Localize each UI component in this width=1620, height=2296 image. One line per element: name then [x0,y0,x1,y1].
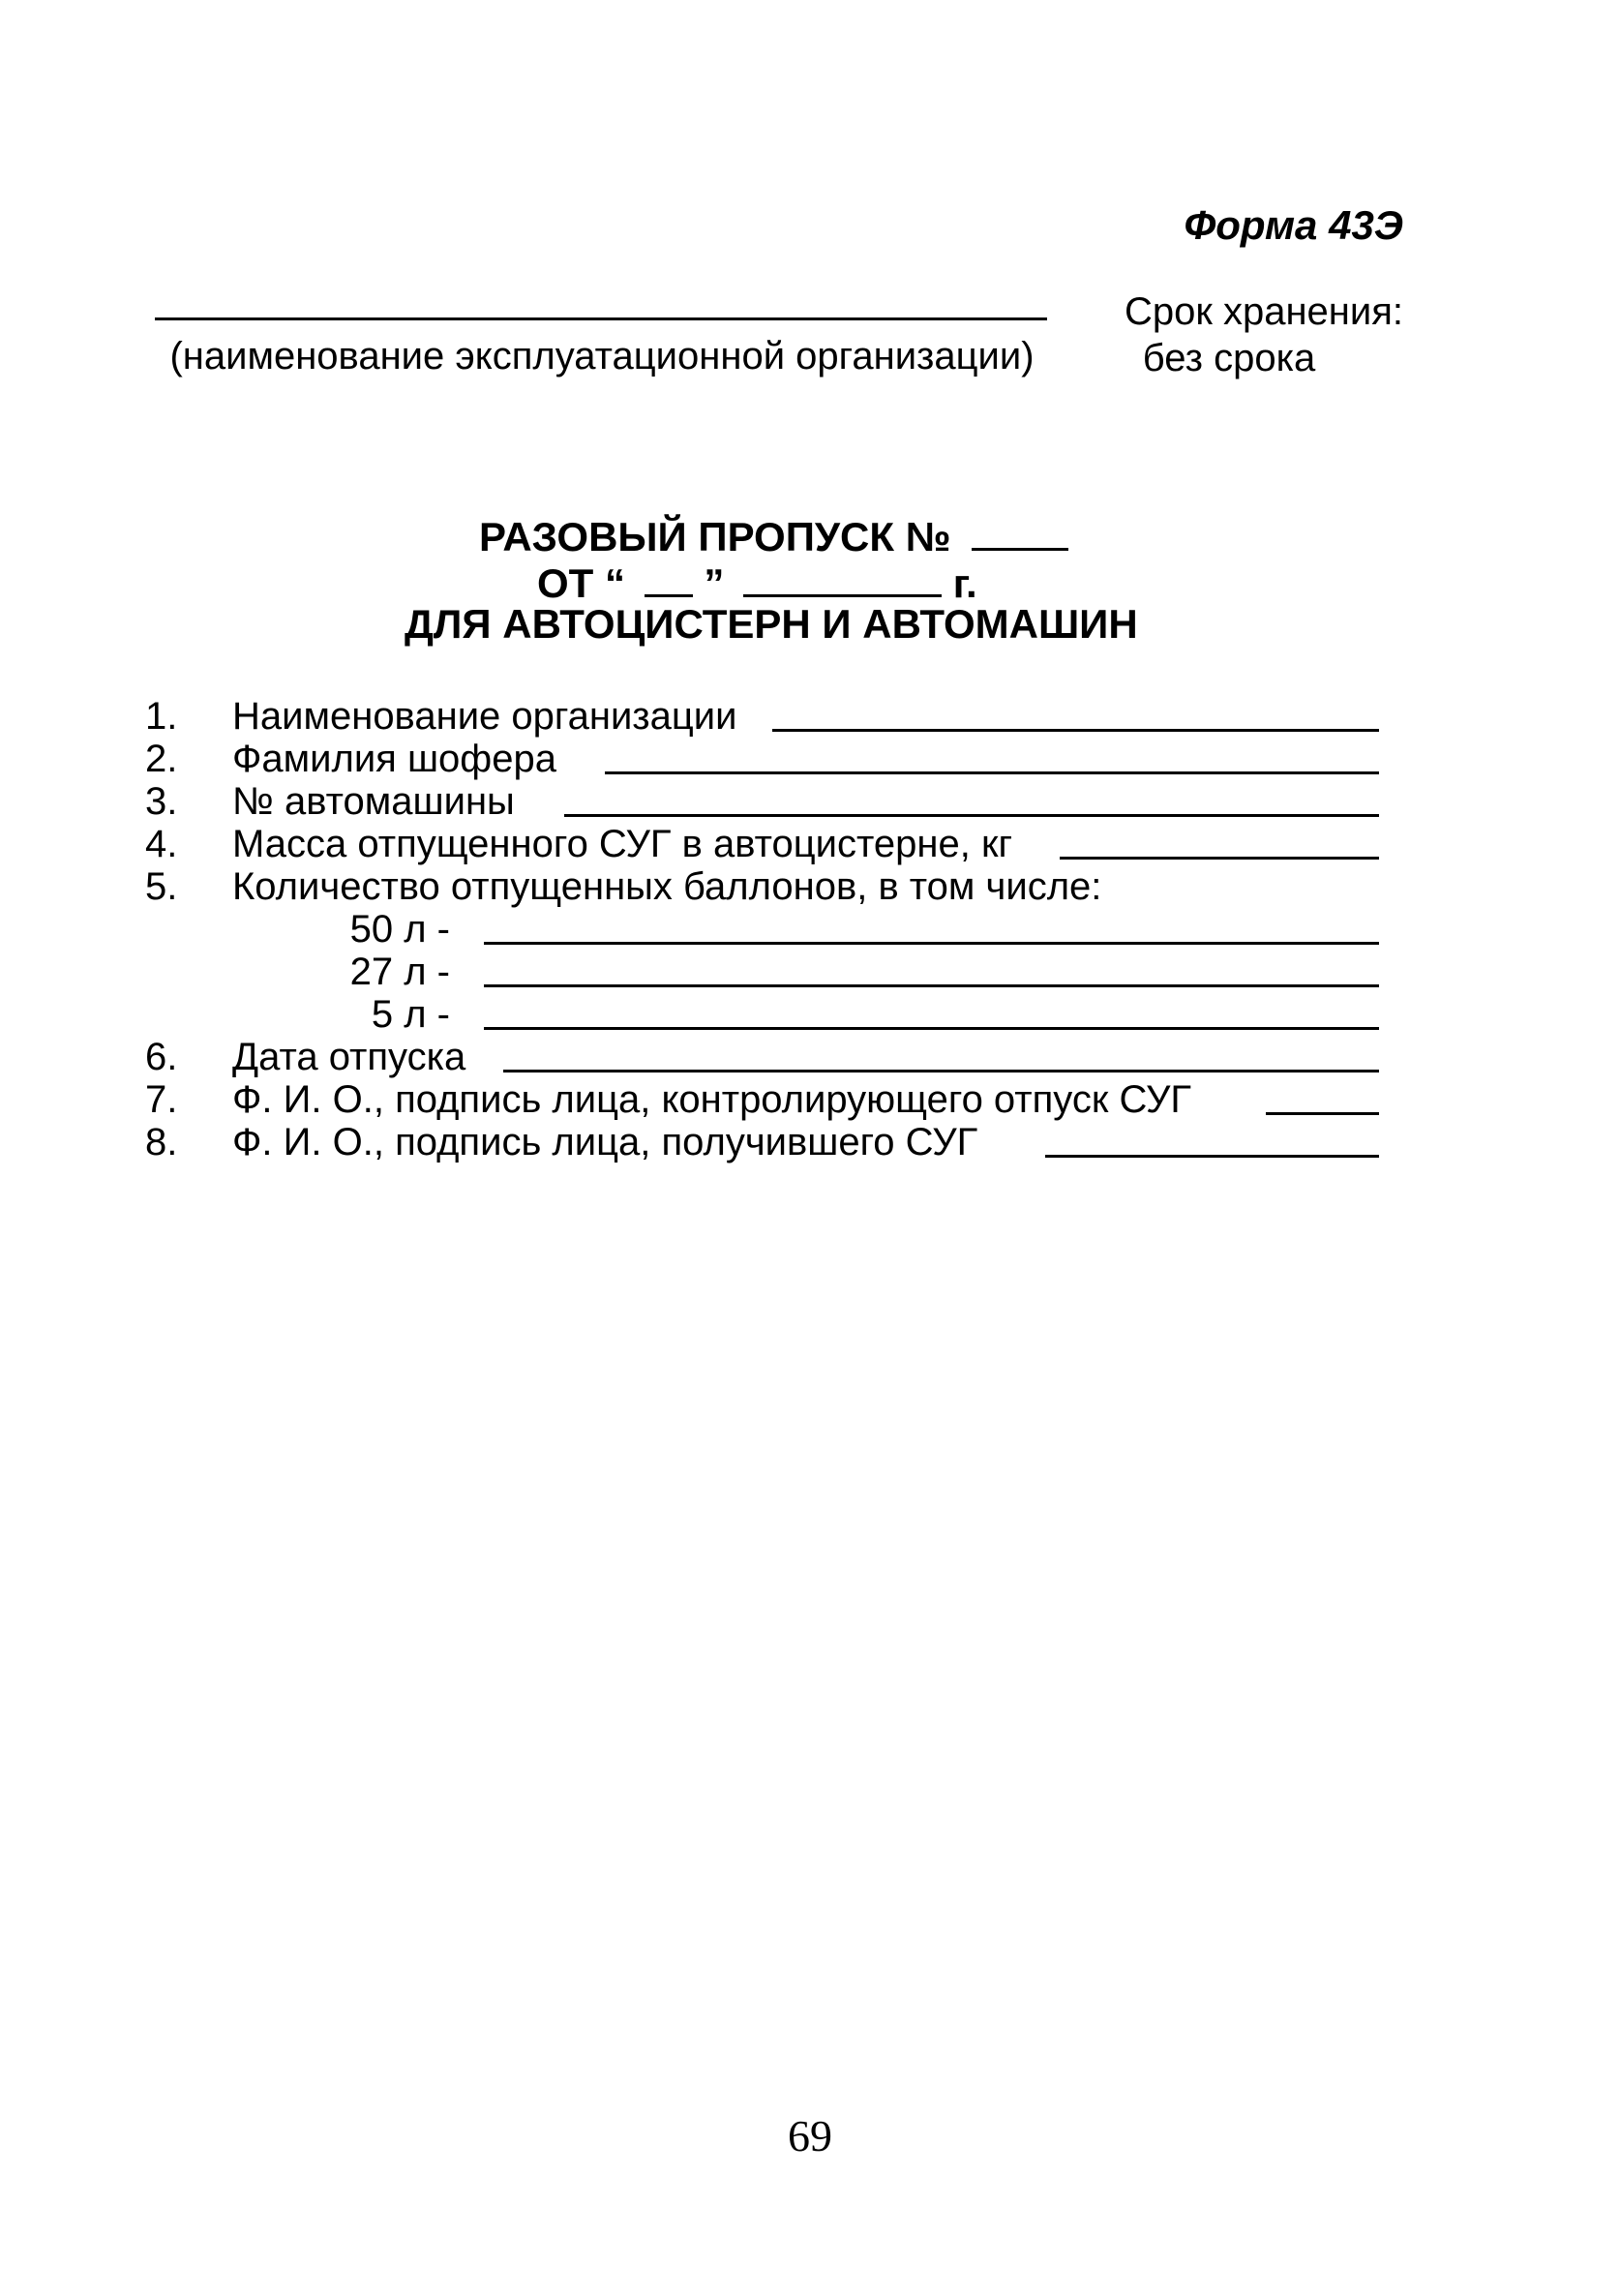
form-label: Форма 43Э [1184,202,1403,248]
item-label-release-date: Дата отпуска [232,1036,466,1078]
fill-line-controller-signature [1266,1112,1379,1115]
organization-name-line [155,317,1047,320]
item-number: 2. [145,738,178,780]
fill-line-50l [484,942,1379,945]
page-number: 69 [788,2111,832,2160]
item-number: 6. [145,1036,178,1078]
pass-title-text: РАЗОВЫЙ ПРОПУСК № [479,514,951,559]
sub-item-label-27l: 27 л - [349,951,450,993]
fill-line-5l [484,1027,1379,1030]
pass-date-prefix: ОТ “ [537,560,625,606]
fill-line-lpg-mass [1060,857,1379,860]
item-label-driver-surname: Фамилия шофера [232,738,556,780]
item-label-organization: Наименование организации [232,695,737,738]
item-number: 4. [145,823,178,865]
storage-period-value: без срока [1142,337,1316,379]
fill-line-recipient-signature [1045,1155,1379,1158]
fill-line-organization [772,729,1379,732]
pass-date-row [537,559,977,606]
item-number: 7. [145,1078,178,1121]
item-label-cylinders-count: Количество отпущенных баллонов, в том числе: [232,865,1102,908]
item-label-lpg-mass: Масса отпущенного СУГ в автоцистерне, кг [232,823,1013,865]
item-number: 8. [145,1121,178,1163]
fill-line-27l [484,984,1379,987]
pass-date-suffix: г. [952,560,977,606]
item-number: 5. [145,865,178,908]
organization-name-caption: (наименование эксплуатационной организации) [169,335,1035,378]
pass-day-blank [645,559,693,597]
item-label-controller-signature: Ф. И. О., подпись лица, контролирующего отпуск СУГ [232,1078,1192,1121]
pass-month-year-blank [743,559,942,597]
sub-item-label-50l: 50 л - [349,908,450,951]
pass-number-blank [972,513,1068,551]
pass-date-mid: ” [704,560,725,606]
item-number: 1. [145,695,178,738]
fill-line-driver-surname [605,771,1379,774]
item-label-vehicle-number: № автомашины [232,780,515,823]
fill-line-release-date [503,1070,1379,1072]
pass-subtitle: ДЛЯ АВТОЦИСТЕРН И АВТОМАШИН [405,601,1138,647]
sub-item-label-5l: 5 л - [371,993,450,1036]
pass-title [479,513,1068,559]
fill-line-vehicle-number [564,814,1379,817]
item-label-recipient-signature: Ф. И. О., подпись лица, получившего СУГ [232,1121,978,1163]
storage-period-label: Срок хранения: [1124,290,1403,333]
item-number: 3. [145,780,178,823]
